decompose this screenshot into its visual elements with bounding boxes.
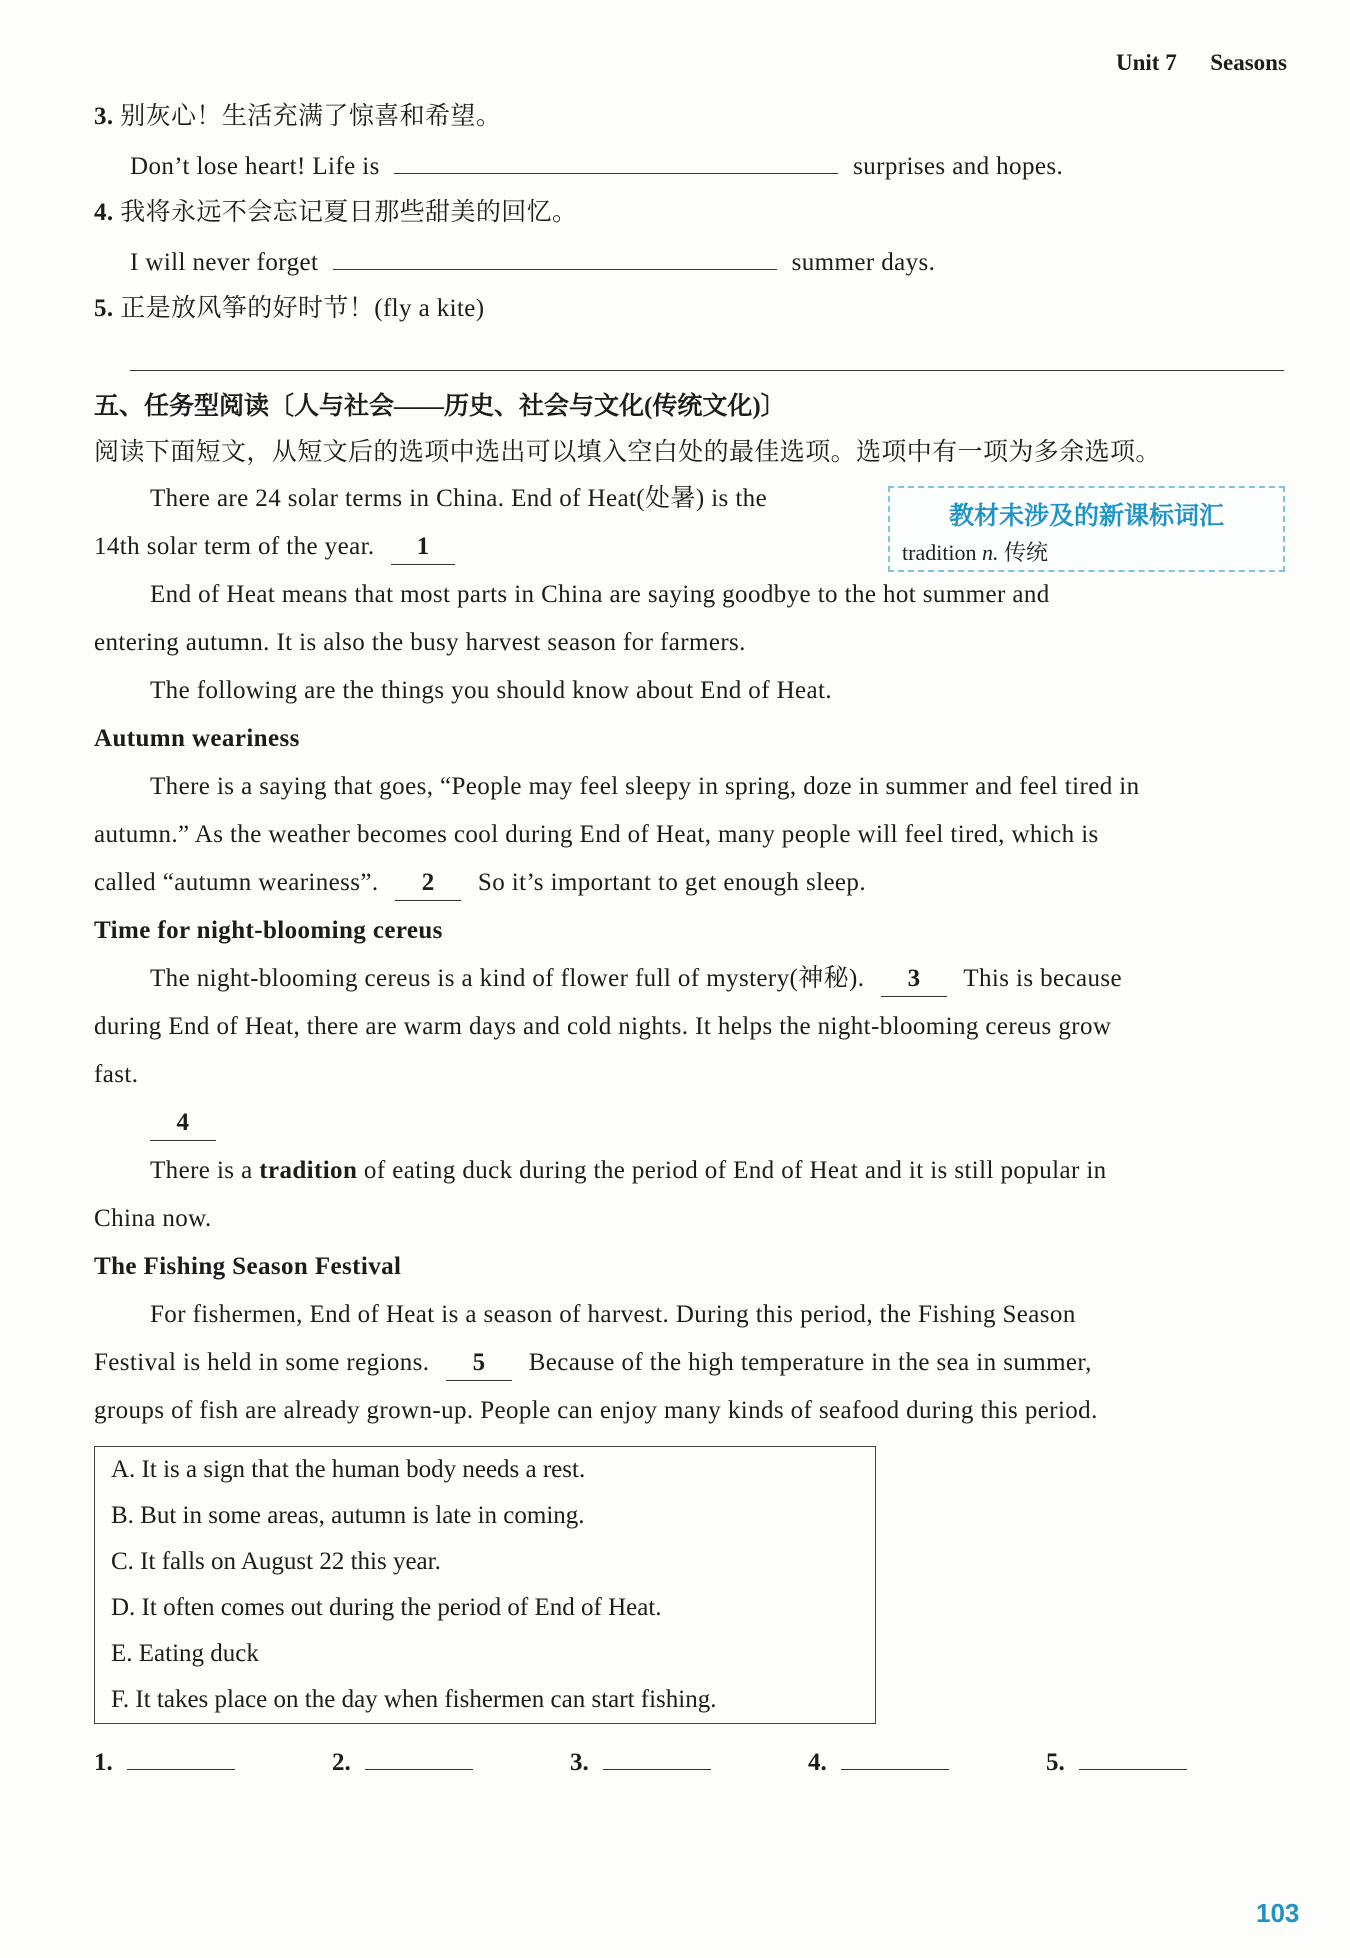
- translation-item-4-en: I will never forget summer days.: [130, 244, 935, 280]
- passage-p5b: during End of Heat, there are warm days and cold nights. It helps the night-blooming cereus grow: [94, 1013, 1112, 1040]
- answer-line[interactable]: [603, 1746, 711, 1770]
- passage-p7a: For fishermen, End of Heat is a season of harvest. During this period, the Fishing Season: [150, 1301, 1076, 1328]
- passage-p6a: There is a tradition of eating duck during the period of End of Heat and it is still popular in: [150, 1157, 1107, 1184]
- answer-blank-3[interactable]: [394, 148, 838, 174]
- passage-p3: The following are the things you should know about End of Heat.: [150, 677, 833, 704]
- passage-p7b: Festival is held in some regions. 5 Because of the high temperature in the sea in summer,: [94, 1346, 1092, 1381]
- answer-line-5[interactable]: [130, 370, 1284, 371]
- answer-line[interactable]: [365, 1746, 473, 1770]
- option-b: B. But in some areas, autumn is late in coming.: [111, 1502, 585, 1529]
- answer-slot-4: 4.: [808, 1746, 949, 1777]
- passage-p7c: groups of fish are already grown-up. People can enjoy many kinds of seafood during this period.: [94, 1397, 1098, 1424]
- passage-p1a: There are 24 solar terms in China. End of Heat(处暑) is the: [150, 485, 768, 512]
- passage-p4a: There is a saying that goes, “People may feel sleepy in spring, doze in summer and feel tired in: [150, 773, 1140, 800]
- answer-line[interactable]: [127, 1746, 235, 1770]
- passage-p6b: China now.: [94, 1205, 212, 1232]
- passage-p4c: called “autumn weariness”. 2 So it’s important to get enough sleep.: [94, 866, 866, 901]
- answer-slot-3: 3.: [570, 1746, 711, 1777]
- options-box: [94, 1446, 876, 1724]
- passage-p2a: End of Heat means that most parts in China are saying goodbye to the hot summer and: [150, 581, 1050, 608]
- blank-2[interactable]: 2: [395, 866, 461, 901]
- option-c: C. It falls on August 22 this year.: [111, 1548, 441, 1575]
- passage-p2b: entering autumn. It is also the busy harvest season for farmers.: [94, 629, 746, 656]
- translation-item-4-cn: 4. 我将永远不会忘记夏日那些甜美的回忆。: [94, 199, 578, 226]
- translation-item-3-cn: 3. 别灰心！生活充满了惊喜和希望。: [94, 103, 502, 130]
- vocab-box-title: 教材未涉及的新课标词汇: [948, 501, 1224, 530]
- answer-blank-4[interactable]: [333, 244, 777, 270]
- header-unit: Unit 7: [1116, 50, 1177, 75]
- option-e: E. Eating duck: [111, 1640, 259, 1667]
- tradition-word: tradition: [259, 1157, 358, 1184]
- passage-blank4-line: [150, 1106, 216, 1141]
- vocab-box: [888, 486, 1285, 572]
- translation-item-3-en: Don’t lose heart! Life is surprises and hopes.: [130, 148, 1063, 184]
- option-a: A. It is a sign that the human body needs a rest.: [111, 1456, 586, 1483]
- heading-fishing-festival: The Fishing Season Festival: [94, 1253, 402, 1280]
- section-title: 五、任务型阅读〔人与社会——历史、社会与文化(传统文化)〕: [94, 393, 786, 420]
- heading-autumn-weariness: Autumn weariness: [94, 725, 300, 752]
- passage-p5a: The night-blooming cereus is a kind of flower full of mystery(神秘). 3 This is because: [150, 962, 1122, 997]
- header-topic: Seasons: [1210, 50, 1287, 75]
- passage-p1b: 14th solar term of the year. 1: [94, 530, 455, 565]
- option-d: D. It often comes out during the period of End of Heat.: [111, 1594, 662, 1621]
- blank-4[interactable]: 4: [150, 1106, 216, 1141]
- section-instruction: 阅读下面短文，从短文后的选项中选出可以填入空白处的最佳选项。选项中有一项为多余选项。: [94, 439, 1161, 466]
- page-number: 103: [1256, 1898, 1300, 1928]
- blank-5[interactable]: 5: [446, 1346, 512, 1381]
- passage-p4b: autumn.” As the weather becomes cool during End of Heat, many people will feel tired, which is: [94, 821, 1099, 848]
- answer-line[interactable]: [1079, 1746, 1187, 1770]
- passage-p5c: fast.: [94, 1061, 139, 1088]
- running-header: [1116, 50, 1287, 76]
- answer-slot-1: 1.: [94, 1746, 235, 1777]
- blank-1[interactable]: 1: [391, 530, 455, 565]
- blank-3[interactable]: 3: [881, 962, 947, 997]
- answer-line[interactable]: [841, 1746, 949, 1770]
- option-f: F. It takes place on the day when fishermen can start fishing.: [111, 1686, 717, 1713]
- translation-item-5-cn: 5. 正是放风筝的好时节！(fly a kite): [94, 295, 485, 322]
- answer-slot-2: 2.: [332, 1746, 473, 1777]
- heading-night-blooming: Time for night-blooming cereus: [94, 917, 443, 944]
- answer-slot-5: 5.: [1046, 1746, 1187, 1777]
- vocab-entry: tradition n. 传统: [902, 540, 1049, 565]
